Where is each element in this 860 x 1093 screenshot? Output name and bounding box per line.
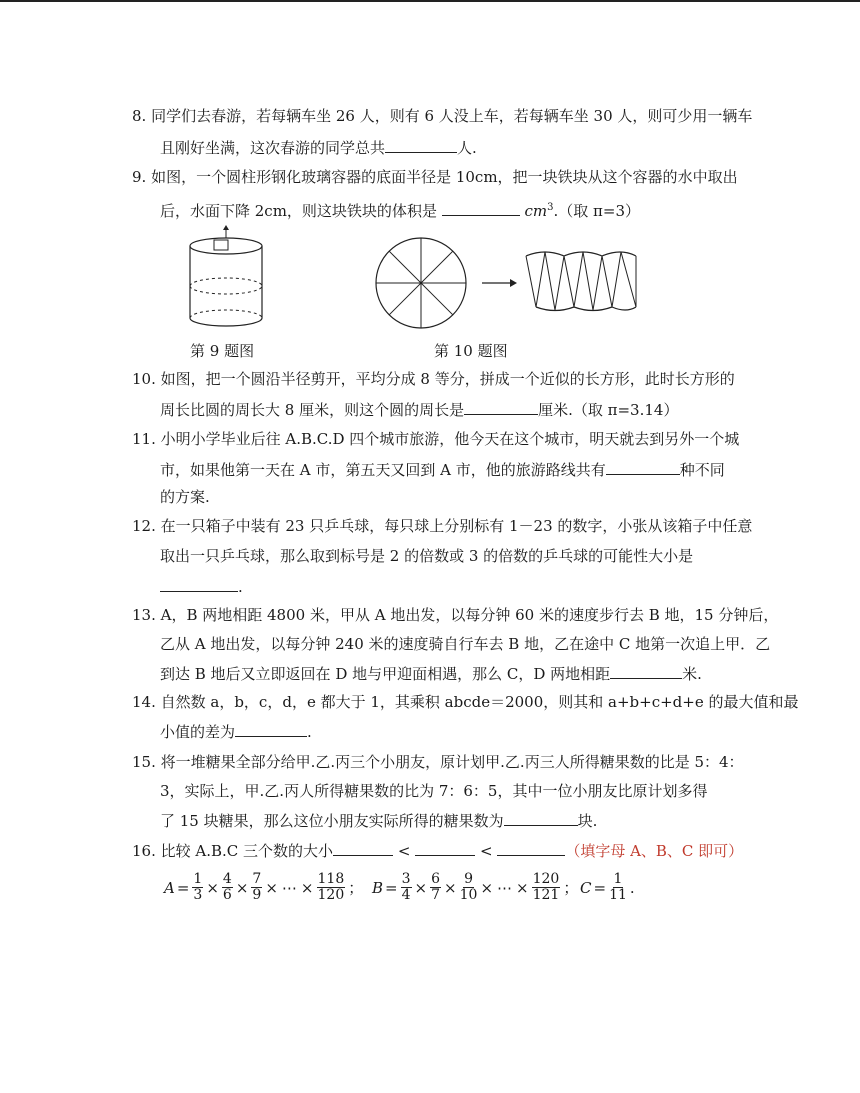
a-fraction-2-denominator: 6 (222, 887, 232, 903)
q12-period: . (238, 578, 243, 596)
q13-unit: 米. (682, 665, 702, 683)
q12-answer-blank[interactable] (160, 576, 238, 592)
b-fraction-4-numerator: 120 (532, 871, 560, 887)
q10-line1: 10. 如图，把一个圆沿半径剪开，平均分成 8 等分，拼成一个近似的长方形，此时长方形的 (132, 370, 735, 388)
q9-unit: cm (524, 202, 548, 220)
a-fraction-4 (317, 872, 346, 903)
a-times-2: × (235, 878, 249, 897)
expr-a (164, 872, 365, 903)
q9-text: 后，水面下降 2cm，则这块铁块的体积是 (160, 202, 437, 220)
a-fraction-4-denominator: 120 (317, 887, 345, 903)
q13-line3 (160, 663, 702, 684)
q16-lt-2: < (479, 842, 493, 860)
b-fraction-2 (430, 872, 441, 903)
q10-text: 周长比圆的周长大 8 厘米，则这个圆的周长是 (160, 401, 465, 419)
a-fraction-1-denominator: 3 (193, 887, 203, 903)
q8-text: 且刚好坐满，这次春游的同学总共 (160, 139, 386, 157)
q11-answer-blank[interactable] (606, 459, 680, 475)
a-fraction-1-numerator: 1 (193, 871, 203, 887)
c-equals: = (593, 878, 607, 897)
q8-line2 (160, 137, 477, 158)
q12-line1: 12. 在一只箱子中装有 23 只乒乓球，每只球上分别标有 1－23 的数字，小张从该箱子中任意 (132, 517, 753, 535)
a-ellipsis: ⋯ (281, 878, 297, 897)
q10-answer-blank[interactable] (464, 399, 538, 415)
q14-period: . (307, 723, 312, 741)
q15-line3 (160, 810, 597, 831)
q10-unit: 厘米.（取 π=3.14） (538, 401, 679, 419)
q16-text: 16. 比较 A.B.C 三个数的大小 (132, 842, 334, 860)
q13-answer-blank[interactable] (610, 663, 682, 679)
circle-sector-figure (374, 236, 644, 330)
b-times-1: × (414, 878, 428, 897)
q8-unit: 人. (457, 139, 477, 157)
a-times-last: × (300, 878, 314, 897)
b-fraction-1 (401, 872, 412, 903)
q12-line3 (160, 576, 243, 597)
b-times-2: × (444, 878, 457, 897)
cylinder-figure (186, 224, 266, 336)
q13-line2: 乙从 A 地出发，以每分钟 240 米的速度骑自行车去 B 地，乙在途中 C 地第一次追上甲．乙 (160, 635, 771, 653)
q12-line2: 取出一只乒乓球，那么取到标号是 2 的倍数或 3 的倍数的乒乓球的可能性大小是 (160, 547, 694, 565)
q11-unit: 种不同 (679, 461, 725, 479)
q16-blank-3[interactable] (497, 840, 565, 856)
q11-text: 市，如果他第一天在 A 市，第五天又回到 A 市，他的旅游路线共有 (160, 461, 606, 479)
q13-line1: 13. A，B 两地相距 4800 米，甲从 A 地出发，以每分钟 60 米的速度步行去 B 地，15 分钟后， (132, 606, 779, 624)
q8-answer-blank[interactable] (385, 137, 457, 153)
q15-line2: 3，实际上，甲.乙.丙人所得糖果数的比为 7：6：5，其中一位小朋友比原计划多得 (160, 782, 708, 800)
b-semicolon: ； (563, 879, 579, 897)
b-times-last: × (516, 878, 529, 897)
q10-line2 (160, 399, 678, 420)
b-label: B (372, 878, 384, 897)
q16-blank-2[interactable] (415, 840, 475, 856)
q9-unit-exp: 3 (547, 202, 554, 213)
q8-line1: 8. 同学们去春游，若每辆车坐 26 人，则有 6 人没上车，若每辆车坐 30 人，则可少用一辆车 (132, 107, 753, 125)
q16-lt-1: < (397, 842, 411, 860)
b-fraction-4-denominator: 121 (532, 887, 560, 903)
c-fraction-denominator: 11 (609, 887, 627, 903)
q15-line1: 15. 将一堆糖果全部分给甲.乙.丙三个小朋友，原计划甲.乙.丙三人所得糖果数的比是 5：4： (132, 753, 744, 771)
q11-line3: 的方案. (160, 488, 210, 506)
q14-line2 (160, 721, 312, 742)
b-fraction-1-denominator: 4 (401, 887, 411, 903)
a-fraction-3-numerator: 7 (252, 871, 262, 887)
q14-text: 小值的差为 (160, 723, 236, 741)
q13-text: 到达 B 地后又立即返回在 D 地与甲迎面相遇，那么 C，D 两地相距 (160, 665, 611, 683)
q14-line1: 14. 自然数 a，b，c，d，e 都大于 1，其乘积 abcde＝2000，则其和 a+b+c+d+e 的最大值和最 (132, 693, 799, 711)
a-equals: = (176, 878, 190, 897)
a-fraction-2 (222, 872, 233, 903)
b-fraction-3-numerator: 9 (464, 871, 473, 887)
c-fraction-numerator: 1 (613, 871, 623, 887)
a-times-3: × (265, 878, 278, 897)
q11-line2 (160, 459, 725, 480)
q14-answer-blank[interactable] (235, 721, 307, 737)
a-fraction-4-numerator: 118 (317, 871, 345, 887)
a-fraction-2-numerator: 4 (222, 871, 232, 887)
b-fraction-3 (460, 872, 478, 903)
c-period: . (629, 878, 635, 897)
a-fraction-3-denominator: 9 (252, 887, 262, 903)
a-label: A (164, 878, 175, 897)
c-label: C (580, 878, 592, 897)
b-times-3: × (480, 878, 494, 897)
q15-text: 了 15 块糖果，那么这位小朋友实际所得的糖果数为 (160, 812, 504, 830)
a-fraction-1 (192, 872, 203, 903)
fig10-caption: 第 10 题图 (434, 342, 508, 360)
b-fraction-3-denominator: 10 (459, 887, 478, 903)
b-fraction-2-numerator: 6 (431, 871, 441, 887)
q9-line1: 9. 如图，一个圆柱形钢化玻璃容器的底面半径是 10cm，把一块铁块从这个容器的水中取出 (132, 168, 738, 186)
q16-note: （填字母 A、B、C 即可） (565, 842, 744, 860)
b-ellipsis: ⋯ (497, 878, 513, 897)
b-fraction-2-denominator: 7 (431, 887, 441, 903)
q9-line2 (160, 198, 640, 221)
fig9-caption: 第 9 题图 (190, 342, 255, 360)
b-fraction-4 (532, 872, 561, 903)
a-semicolon: ； (348, 879, 364, 897)
q16-blank-1[interactable] (333, 840, 393, 856)
top-border (0, 0, 860, 2)
q9-answer-blank[interactable] (442, 200, 520, 216)
q15-answer-blank[interactable] (504, 810, 578, 826)
b-equals: = (385, 878, 398, 897)
expr-b (372, 872, 580, 903)
b-fraction-1-numerator: 3 (401, 871, 411, 887)
q15-unit: 块. (577, 812, 598, 830)
q16-line1 (132, 840, 743, 861)
q11-line1: 11. 小明小学毕业后往 A.B.C.D 四个城市旅游，他今天在这个城市，明天就去到另外一个城 (132, 430, 740, 448)
a-fraction-3 (251, 872, 262, 903)
expr-c (580, 872, 637, 903)
q9-note: .（取 π=3） (553, 202, 641, 220)
a-times-1: × (206, 878, 219, 897)
c-fraction (609, 872, 627, 903)
